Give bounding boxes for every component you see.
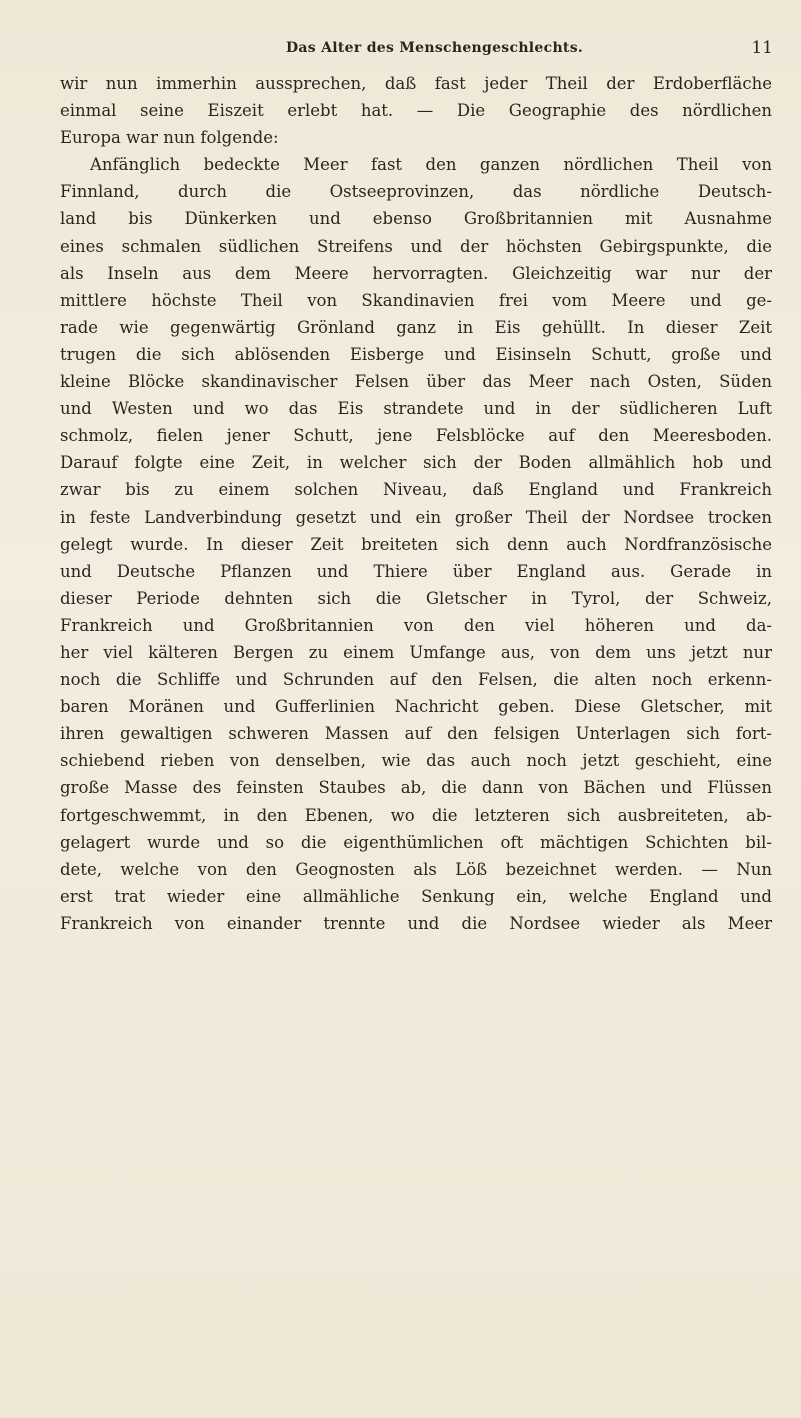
- text-line: gelegt wurde. In dieser Zeit breiteten sich denn auch Nordfranzösische: [60, 534, 772, 554]
- text-line: einmal seine Eiszeit erlebt hat. — Die Geographie des nördlichen: [60, 101, 772, 121]
- page-number: 11: [751, 38, 773, 58]
- text-line: schmolz, fielen jener Schutt, jene Felsblöcke auf den Meeresboden.: [60, 426, 772, 446]
- text-line: Frankreich und Großbritannien von den viel höheren und da-: [60, 615, 772, 635]
- text-line: land bis Dünkerken und ebenso Großbritannien mit Ausnahme: [60, 209, 772, 229]
- text-line: noch die Schliffe und Schrunden auf den Felsen, die alten noch erkenn-: [60, 670, 772, 690]
- text-line: Frankreich von einander trennte und die Nordsee wieder als Meer: [60, 913, 772, 933]
- text-line: Europa war nun folgende:: [60, 128, 279, 148]
- text-line: baren Moränen und Gufferlinien Nachricht geben. Diese Gletscher, mit: [60, 697, 772, 717]
- text-line: zwar bis zu einem solchen Niveau, daß England und Frankreich: [60, 480, 772, 500]
- text-line: schiebend rieben von denselben, wie das auch noch jetzt geschieht, eine: [60, 751, 772, 771]
- text-line: wir nun immerhin aussprechen, daß fast jeder Theil der Erdoberfläche: [60, 74, 772, 93]
- text-line: Finnland, durch die Ostseeprovinzen, das nördliche Deutsch-: [60, 182, 772, 202]
- text-line: erst trat wieder eine allmähliche Senkung ein, welche England und: [60, 886, 772, 906]
- text-line: dete, welche von den Geognosten als Löß bezeichnet werden. — Nun: [60, 859, 772, 879]
- text-line: Anfänglich bedeckte Meer fast den ganzen nördlichen Theil von: [90, 155, 772, 175]
- text-line: trugen die sich ablösenden Eisberge und Eisinseln Schutt, große und: [60, 344, 772, 364]
- text-line: fortgeschwemmt, in den Ebenen, wo die letzteren sich ausbreiteten, ab-: [60, 805, 772, 825]
- text-line: und Westen und wo das Eis strandete und in der südlicheren Luft: [60, 399, 772, 419]
- text-line: Darauf folgte eine Zeit, in welcher sich der Boden allmählich hob und: [60, 453, 772, 473]
- text-line: ihren gewaltigen schweren Massen auf den felsigen Unterlagen sich fort-: [60, 724, 772, 744]
- text-line: als Inseln aus dem Meere hervorragten. Gleichzeitig war nur der: [60, 263, 772, 283]
- text-line: mittlere höchste Theil von Skandinavien frei vom Meere und ge-: [60, 290, 772, 310]
- text-line: rade wie gegenwärtig Grönland ganz in Eis gehüllt. In dieser Zeit: [60, 317, 772, 337]
- text-line: dieser Periode dehnten sich die Gletscher in Tyrol, der Schweiz,: [60, 588, 772, 608]
- body-text: [60, 70, 772, 937]
- text-line: her viel kälteren Bergen zu einem Umfange aus, von dem uns jetzt nur: [60, 642, 772, 662]
- running-title: Das Alter des Menschengeschlechts.: [285, 40, 584, 56]
- text-line: kleine Blöcke skandinavischer Felsen über das Meer nach Osten, Süden: [60, 372, 772, 392]
- text-line: eines schmalen südlichen Streifens und der höchsten Gebirgspunkte, die: [60, 236, 772, 256]
- text-line: gelagert wurde und so die eigenthümlichen oft mächtigen Schichten bil-: [60, 832, 772, 852]
- running-header: [96, 40, 773, 62]
- text-line: und Deutsche Pflanzen und Thiere über England aus. Gerade in: [60, 561, 772, 581]
- text-line: große Masse des feinsten Staubes ab, die dann von Bächen und Flüssen: [60, 778, 772, 798]
- text-line: in feste Landverbindung gesetzt und ein großer Theil der Nordsee trocken: [60, 507, 772, 527]
